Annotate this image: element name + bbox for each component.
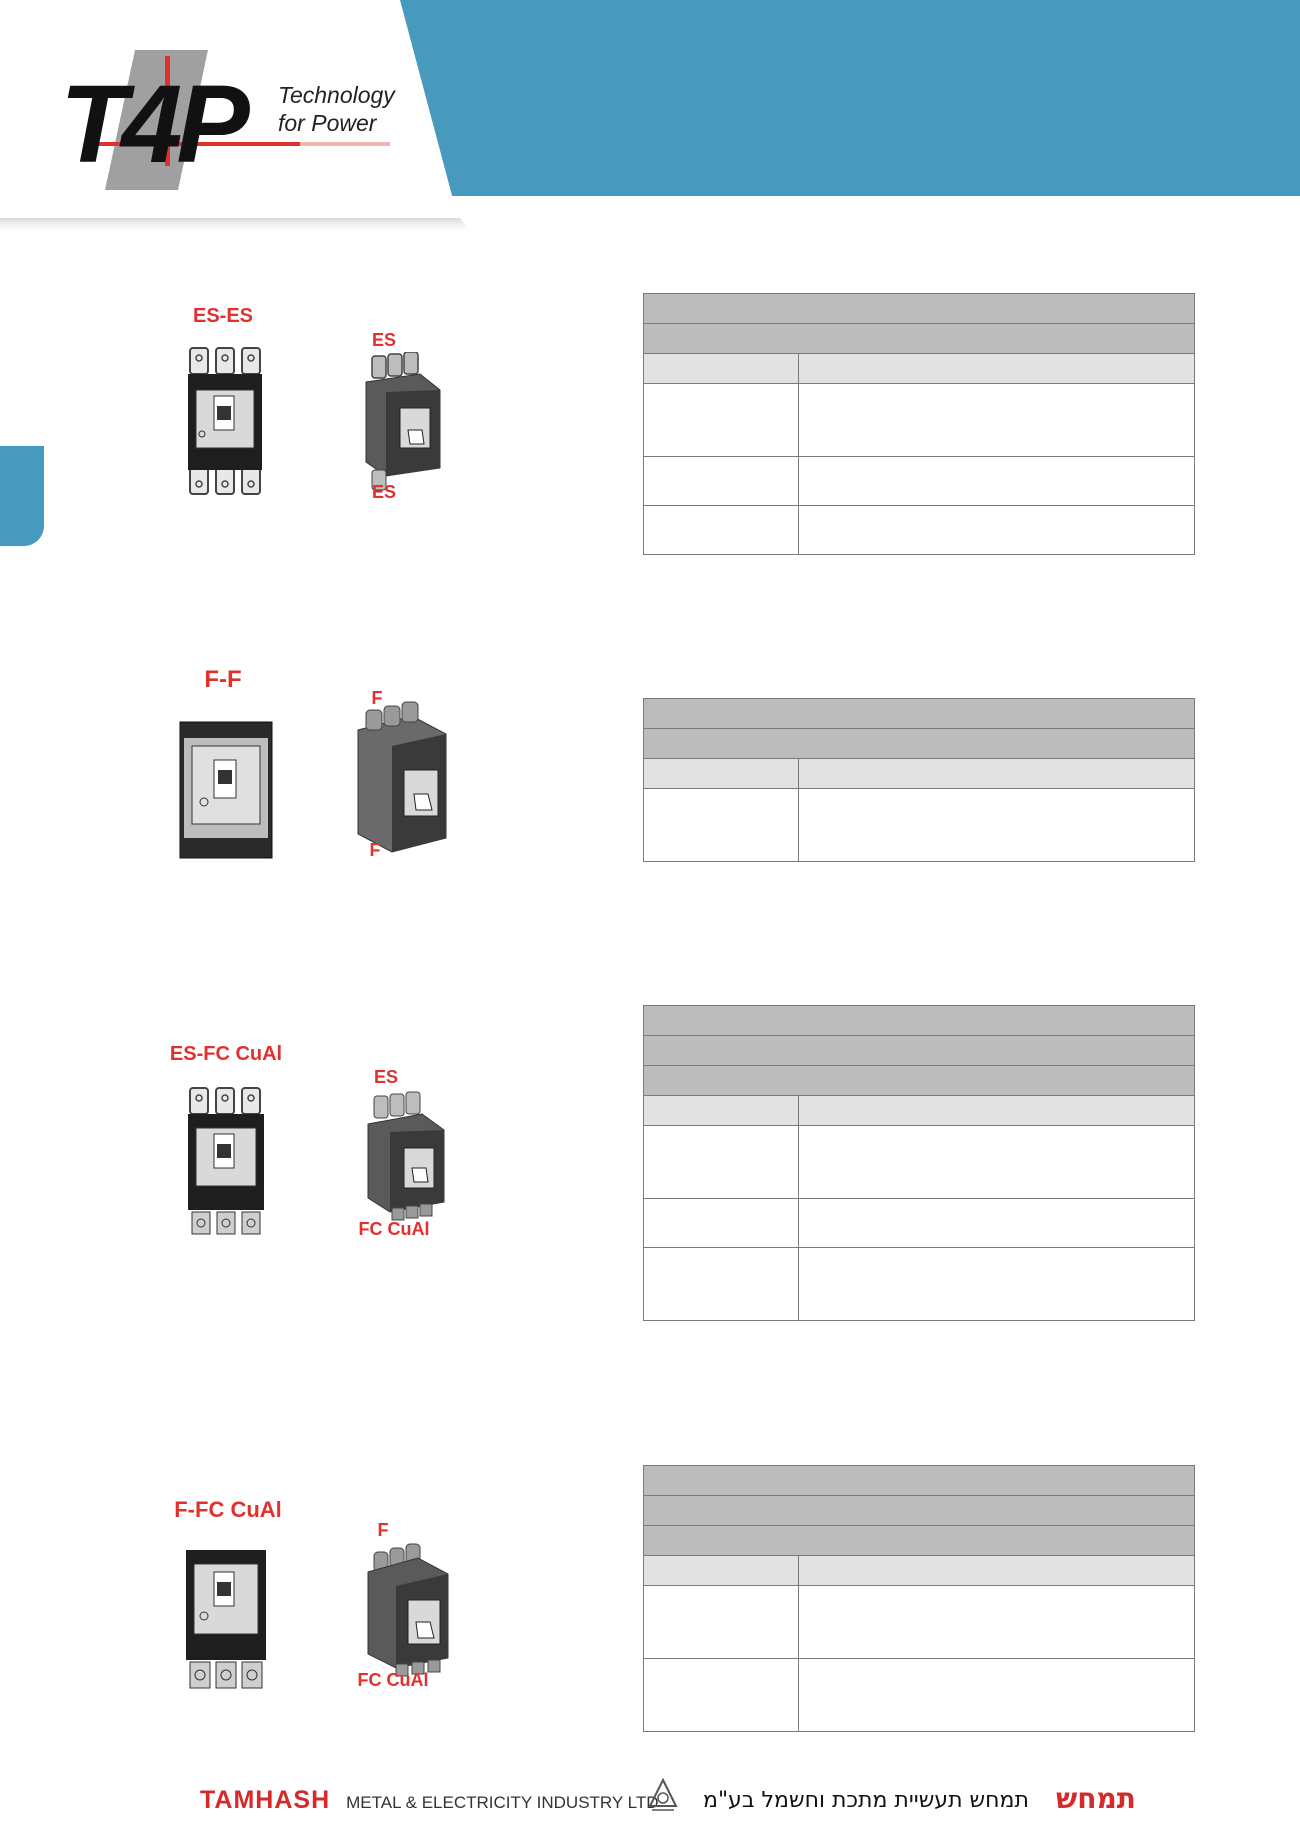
tagline-line1: Technology [278, 82, 395, 108]
table-cell [644, 1126, 799, 1199]
table-header-cell [644, 1556, 799, 1586]
table-cell [644, 1248, 799, 1321]
spec-table [643, 698, 1195, 862]
table-subtitle-row [644, 1496, 1195, 1526]
table-subtitle-row [644, 729, 1195, 759]
spec-table [643, 293, 1195, 555]
table-title-row [644, 294, 1195, 324]
logo-wordmark: T4P [60, 63, 244, 186]
table-subtitle-row [644, 1526, 1195, 1556]
breaker-front-image [184, 1548, 268, 1692]
terminal-top-label: ES [371, 330, 396, 350]
table-header-cell [799, 1556, 1195, 1586]
terminal-top-label: F [377, 1520, 389, 1540]
terminal-bottom-label: FC CuAl [358, 1219, 430, 1239]
table-header-cell [799, 759, 1195, 789]
table-cell [799, 457, 1195, 506]
terminal-bottom-label: ES [371, 482, 396, 502]
table-cell [644, 506, 799, 555]
product-label: ES-ES [192, 305, 254, 327]
table-cell [799, 1248, 1195, 1321]
breaker-side-image [362, 1090, 448, 1224]
breaker-side-image [354, 700, 450, 862]
breaker-side-image [362, 1542, 452, 1680]
table-cell [644, 1659, 799, 1732]
terminal-top-label: ES [373, 1067, 398, 1087]
breaker-side-image [360, 352, 442, 492]
terminal-bottom-label: F [369, 840, 381, 860]
certification-mark-icon [648, 1778, 678, 1812]
footer-company-name: METAL & ELECTRICITY INDUSTRY LTD [346, 1793, 659, 1812]
breaker-front-image [178, 720, 274, 860]
table-subtitle-row [644, 1066, 1195, 1096]
spec-table [643, 1005, 1195, 1321]
table-cell [799, 789, 1195, 862]
table-cell [799, 506, 1195, 555]
table-cell [799, 1586, 1195, 1659]
tagline-line2: for Power [278, 110, 377, 136]
side-tab [0, 446, 44, 546]
table-cell [799, 1199, 1195, 1248]
table-subtitle-row [644, 1036, 1195, 1066]
product-label: ES-FC CuAl [169, 1043, 283, 1065]
breaker-front-image [184, 1084, 268, 1238]
footer-company [200, 1786, 659, 1815]
table-header-cell [799, 354, 1195, 384]
table-cell [644, 457, 799, 506]
footer-hebrew-brand: תמחש [1056, 1782, 1136, 1815]
table-header-cell [644, 354, 799, 384]
table-cell [644, 1199, 799, 1248]
table-subtitle-row [644, 324, 1195, 354]
table-title-row [644, 699, 1195, 729]
table-cell [644, 789, 799, 862]
table-header-cell [644, 759, 799, 789]
table-cell [799, 384, 1195, 457]
footer-brand: TAMHASH [200, 1786, 331, 1814]
table-header-cell [799, 1096, 1195, 1126]
product-label: F-FC CuAl [174, 1497, 282, 1522]
table-title-row [644, 1466, 1195, 1496]
terminal-bottom-label: FC CuAl [357, 1670, 429, 1690]
breaker-front-image [180, 340, 270, 502]
table-header-cell [644, 1096, 799, 1126]
table-cell [644, 384, 799, 457]
table-cell [799, 1659, 1195, 1732]
terminal-top-label: F [371, 688, 383, 708]
table-cell [644, 1586, 799, 1659]
product-label: F-F [204, 666, 242, 693]
table-cell [799, 1126, 1195, 1199]
footer-hebrew-name: תמחש תעשיית מתכת וחשמל בע"מ [703, 1788, 1029, 1813]
spec-table [643, 1465, 1195, 1732]
table-title-row [644, 1006, 1195, 1036]
